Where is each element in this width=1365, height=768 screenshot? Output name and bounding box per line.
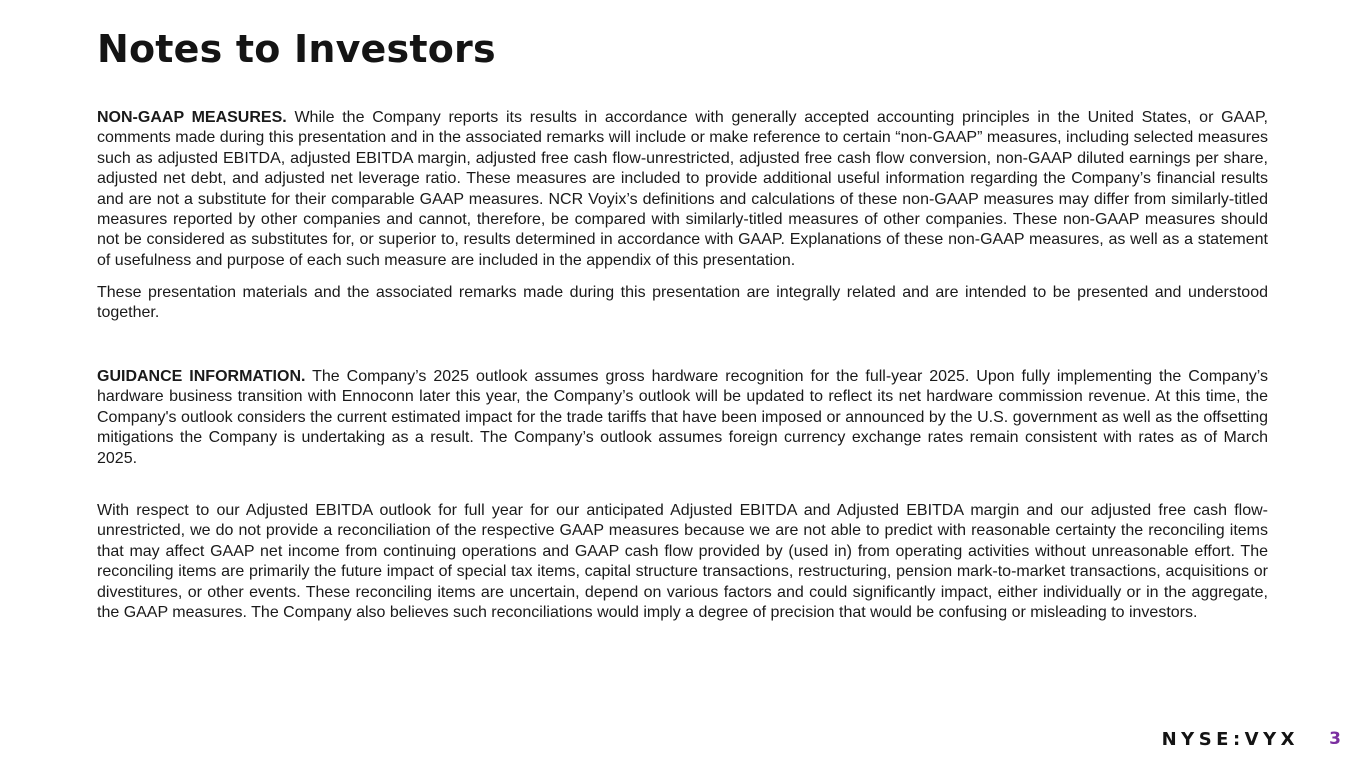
guidance-paragraph xyxy=(97,367,1268,469)
page-title: Notes to Investors xyxy=(97,27,496,71)
guidance-text: The Company’s 2025 outlook assumes gross hardware recognition for the full-year 2025. Upon fully implementing the Company’s hardware business transition with Ennoconn later this year, the Company’s outlook will be updated to reflect its net hardware commission revenue. At this time, the Company's outlook considers the current estimated impact for the trade tariffs that have been imposed or announced by the U.S. government as well as the offsetting mitigations the Company is undertaking as a result. The Company’s outlook assumes foreign currency exchange rates remain consistent with rates as of March 2025. xyxy=(97,368,1269,467)
ebitda-paragraph: With respect to our Adjusted EBITDA outlook for full year for our anticipated Adjusted EBITDA and Adjusted EBITDA margin and our adjusted free cash flow-unrestricted, we do not provide a reconciliation of the respective GAAP measures because we are not able to predict with reasonable certainty the reconciling items that may affect GAAP net income from continuing operations and GAAP cash flow provided by (used in) from operating activities without unreasonable effort. The reconciling items are primarily the future impact of special tax items, capital structure transactions, restructuring, pension mark-to-market transactions, acquisitions or divestitures, or other events. These reconciling items are uncertain, depend on various factors and could significantly impact, either individually or in the aggregate, the GAAP measures. The Company also believes such reconciliations would imply a degree of precision that would be confusing or misleading to investors. xyxy=(97,502,1268,622)
guidance-heading: GUIDANCE INFORMATION. xyxy=(97,368,306,385)
non-gaap-heading: NON-GAAP MEASURES. xyxy=(97,109,287,126)
together-paragraph: These presentation materials and the associated remarks made during this presentation are integrally related and are intended to be presented and understood together. xyxy=(97,284,1268,322)
ticker-symbol: NYSE:VYX xyxy=(1161,729,1299,750)
non-gaap-paragraph xyxy=(97,108,1268,271)
page-number: 3 xyxy=(1329,729,1341,749)
non-gaap-text: While the Company reports its results in accordance with generally accepted accounting principles in the United States, or GAAP, comments made during this presentation and in the associated remarks will include or make reference to certain “non-GAAP” measures, including selected measures such as adjusted EBITDA, adjusted EBITDA margin, adjusted free cash flow-unrestricted, adjusted free cash flow conversion, non-GAAP diluted earnings per share, adjusted net debt, and adjusted net leverage ratio. These measures are included to provide additional useful information regarding the Company’s financial results and are not a substitute for their comparable GAAP measures. NCR Voyix’s definitions and calculations of these non-GAAP measures may differ from similarly-titled measures reported by other companies and cannot, therefore, be compared with similarly-titled measures of other companies. These non-GAAP measures should not be considered as substitutes for, or superior to, results determined in accordance with GAAP. Explanations of these non-GAAP measures, as well as a statement of usefulness and purpose of each such measure are included in the appendix of this presentation. xyxy=(97,109,1268,269)
